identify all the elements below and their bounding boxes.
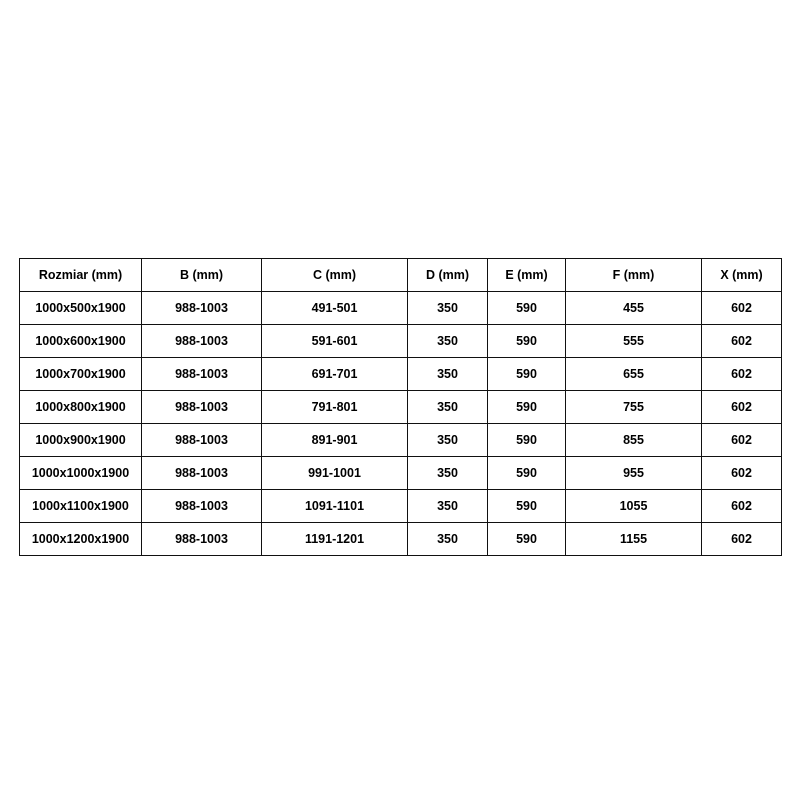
cell-x: 602 [702, 424, 782, 457]
cell-d: 350 [408, 523, 488, 556]
column-header-d: D (mm) [408, 259, 488, 292]
cell-f: 1155 [566, 523, 702, 556]
cell-d: 350 [408, 490, 488, 523]
cell-f: 755 [566, 391, 702, 424]
cell-c: 791-801 [262, 391, 408, 424]
cell-rozmiar: 1000x1200x1900 [20, 523, 142, 556]
table-row [20, 424, 782, 457]
column-header-c: C (mm) [262, 259, 408, 292]
cell-rozmiar: 1000x600x1900 [20, 325, 142, 358]
cell-e: 590 [488, 457, 566, 490]
cell-rozmiar: 1000x500x1900 [20, 292, 142, 325]
cell-b: 988-1003 [142, 391, 262, 424]
cell-d: 350 [408, 325, 488, 358]
cell-c: 1091-1101 [262, 490, 408, 523]
cell-c: 991-1001 [262, 457, 408, 490]
cell-f: 555 [566, 325, 702, 358]
cell-x: 602 [702, 325, 782, 358]
cell-e: 590 [488, 358, 566, 391]
cell-x: 602 [702, 358, 782, 391]
table-row [20, 523, 782, 556]
cell-c: 591-601 [262, 325, 408, 358]
cell-x: 602 [702, 457, 782, 490]
cell-rozmiar: 1000x1000x1900 [20, 457, 142, 490]
column-header-f: F (mm) [566, 259, 702, 292]
table-row [20, 358, 782, 391]
cell-x: 602 [702, 523, 782, 556]
cell-x: 602 [702, 292, 782, 325]
cell-b: 988-1003 [142, 457, 262, 490]
cell-rozmiar: 1000x800x1900 [20, 391, 142, 424]
cell-d: 350 [408, 424, 488, 457]
cell-e: 590 [488, 523, 566, 556]
dimensions-table [19, 258, 782, 556]
cell-e: 590 [488, 424, 566, 457]
cell-d: 350 [408, 358, 488, 391]
table-row [20, 325, 782, 358]
cell-x: 602 [702, 490, 782, 523]
cell-b: 988-1003 [142, 490, 262, 523]
cell-c: 891-901 [262, 424, 408, 457]
cell-f: 855 [566, 424, 702, 457]
cell-c: 491-501 [262, 292, 408, 325]
cell-e: 590 [488, 490, 566, 523]
cell-d: 350 [408, 292, 488, 325]
table-row [20, 391, 782, 424]
cell-f: 955 [566, 457, 702, 490]
cell-b: 988-1003 [142, 358, 262, 391]
table-header-row [20, 259, 782, 292]
cell-b: 988-1003 [142, 523, 262, 556]
spec-table-container [19, 258, 781, 556]
cell-e: 590 [488, 292, 566, 325]
column-header-rozmiar: Rozmiar (mm) [20, 259, 142, 292]
cell-x: 602 [702, 391, 782, 424]
column-header-x: X (mm) [702, 259, 782, 292]
cell-b: 988-1003 [142, 325, 262, 358]
cell-f: 455 [566, 292, 702, 325]
cell-b: 988-1003 [142, 424, 262, 457]
column-header-b: B (mm) [142, 259, 262, 292]
cell-c: 691-701 [262, 358, 408, 391]
cell-c: 1191-1201 [262, 523, 408, 556]
cell-e: 590 [488, 325, 566, 358]
cell-d: 350 [408, 391, 488, 424]
cell-rozmiar: 1000x700x1900 [20, 358, 142, 391]
table-row [20, 292, 782, 325]
column-header-e: E (mm) [488, 259, 566, 292]
cell-b: 988-1003 [142, 292, 262, 325]
cell-f: 655 [566, 358, 702, 391]
cell-rozmiar: 1000x900x1900 [20, 424, 142, 457]
table-row [20, 490, 782, 523]
cell-rozmiar: 1000x1100x1900 [20, 490, 142, 523]
cell-e: 590 [488, 391, 566, 424]
table-row [20, 457, 782, 490]
cell-f: 1055 [566, 490, 702, 523]
cell-d: 350 [408, 457, 488, 490]
